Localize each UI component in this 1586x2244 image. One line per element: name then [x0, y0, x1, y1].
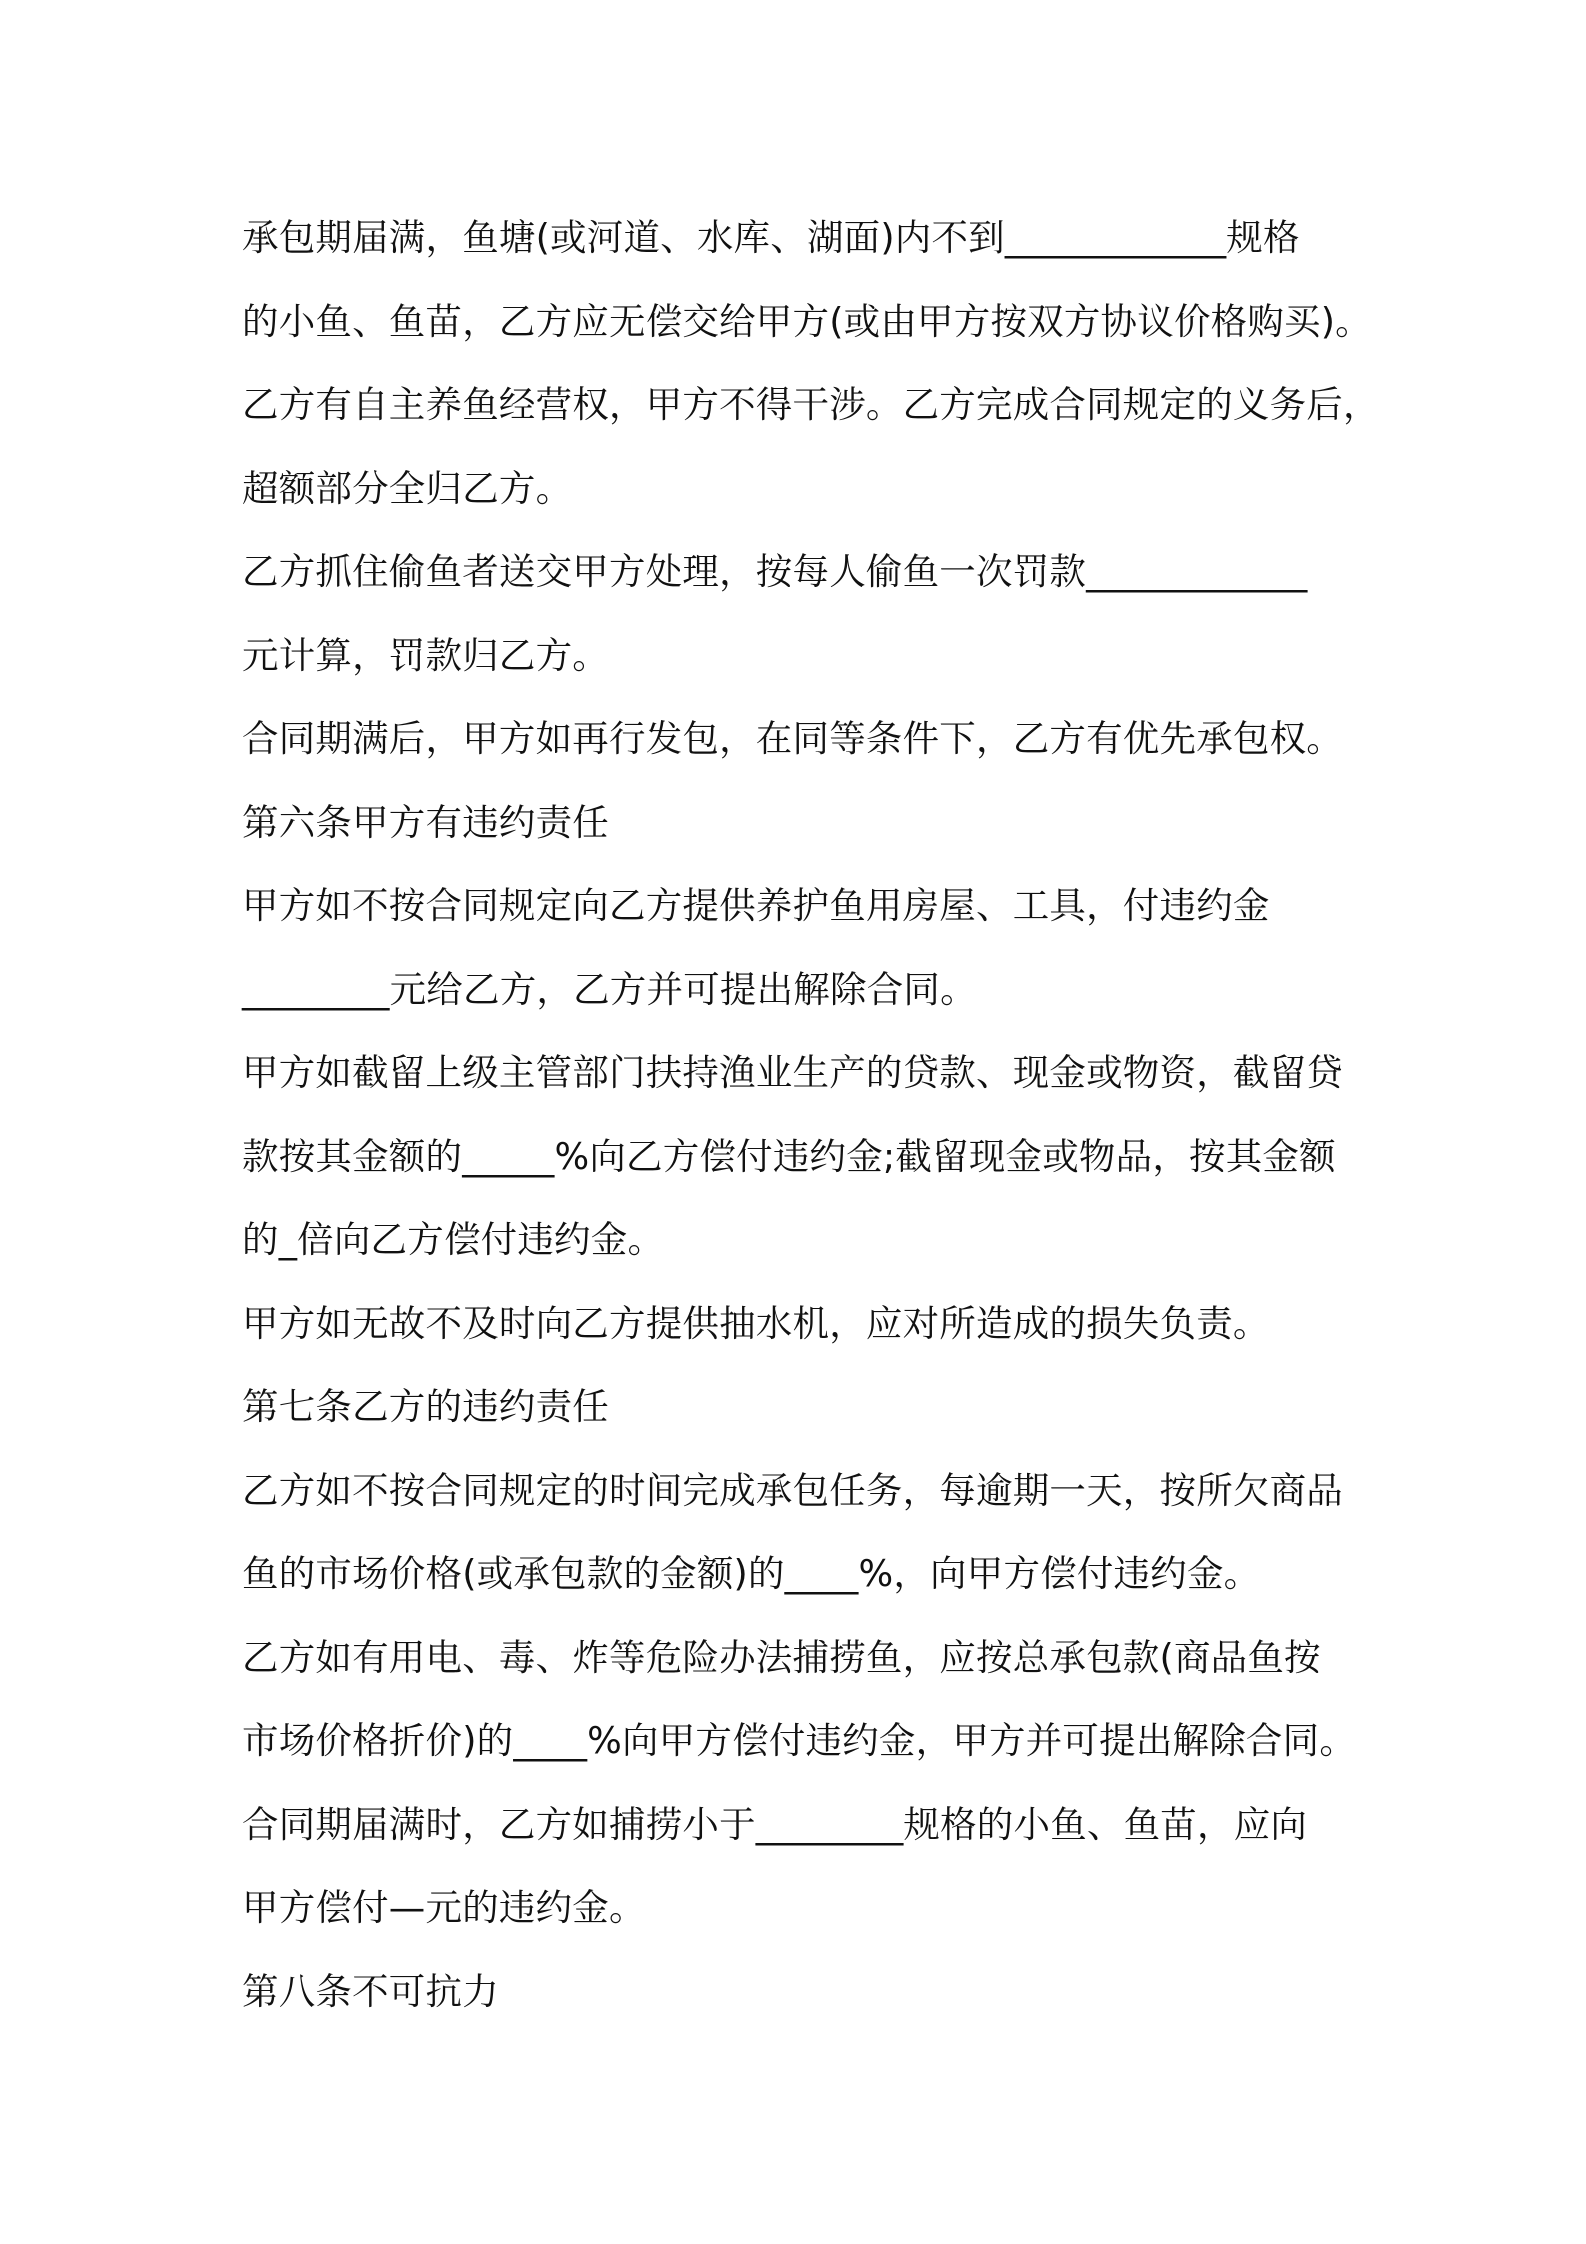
- paragraph-line: 乙方如有用电、毒、炸等危险办法捕捞鱼，应按总承包款(商品鱼按: [242, 1635, 1321, 1679]
- paragraph-line: 合同期满后，甲方如再行发包，在同等条件下，乙方有优先承包权。: [242, 717, 1343, 760]
- paragraph-line: 甲方如截留上级主管部门扶持渔业生产的贷款、现金或物资，截留贷: [242, 1051, 1343, 1094]
- section-heading: 第六条甲方有违约责任: [242, 800, 609, 844]
- paragraph-line: 款按其金额的_____%向乙方偿付违约金;截留现金或物品，按其金额: [242, 1134, 1336, 1178]
- document-body: [242, 196, 1380, 2033]
- paragraph-line: 的小鱼、鱼苗，乙方应无偿交给甲方(或由甲方按双方协议价格购买)。: [242, 299, 1372, 343]
- section-heading: 第七条乙方的违约责任: [242, 1385, 609, 1428]
- paragraph-line: 合同期届满时，乙方如捕捞小于________规格的小鱼、鱼苗，应向: [242, 1802, 1308, 1846]
- paragraph-line: 市场价格折价)的____%向甲方偿付违约金，甲方并可提出解除合同。: [242, 1719, 1357, 1762]
- paragraph-line: 的_倍向乙方偿付违约金。: [242, 1218, 665, 1261]
- paragraph-line: 甲方如无故不及时向乙方提供抽水机，应对所造成的损失负责。: [242, 1301, 1270, 1345]
- paragraph-line: 乙方有自主养鱼经营权，甲方不得干涉。乙方完成合同规定的义务后，: [242, 383, 1380, 426]
- paragraph-line: 元计算，罚款归乙方。: [242, 633, 609, 677]
- section-heading: 第八条不可抗力: [242, 1969, 499, 2013]
- paragraph-line: 乙方抓住偷鱼者送交甲方处理，按每人偷鱼一次罚款____________: [242, 550, 1308, 593]
- paragraph-line: ________元给乙方，乙方并可提出解除合同。: [242, 967, 977, 1011]
- paragraph-line: 鱼的市场价格(或承包款的金额)的____%，向甲方偿付违约金。: [242, 1552, 1261, 1595]
- paragraph-line: 甲方如不按合同规定向乙方提供养护鱼用房屋、工具，付违约金: [242, 884, 1270, 927]
- paragraph-line: 承包期届满，鱼塘(或河道、水库、湖面)内不到____________规格: [242, 216, 1300, 259]
- paragraph-line: 超额部分全归乙方。: [242, 466, 573, 510]
- paragraph-line: 甲方偿付—元的违约金。: [242, 1886, 646, 1929]
- paragraph-line: 乙方如不按合同规定的时间完成承包任务，每逾期一天，按所欠商品: [242, 1468, 1343, 1512]
